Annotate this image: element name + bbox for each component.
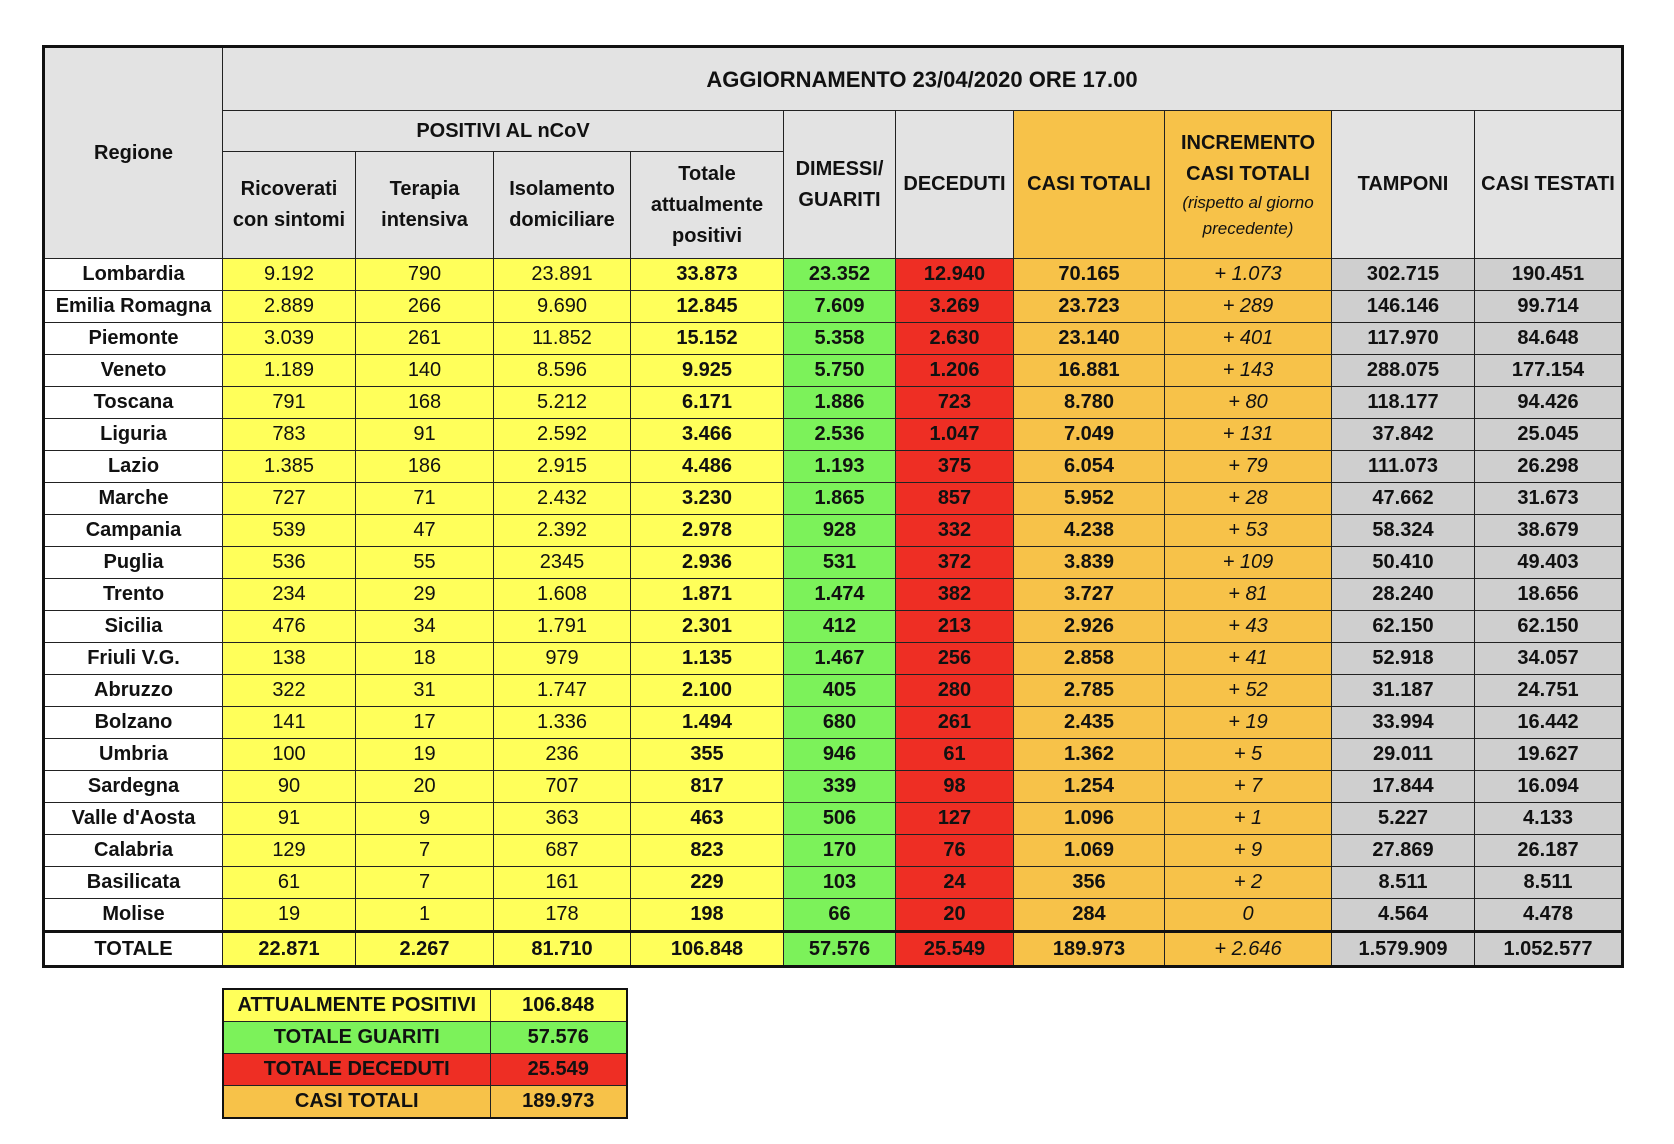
tamponi-value: 37.842	[1332, 419, 1475, 451]
incremento-value: + 41	[1165, 643, 1332, 675]
ricoverati-value: 141	[223, 707, 356, 739]
deceduti-value: 280	[896, 675, 1014, 707]
summary-body	[223, 989, 627, 1118]
casi-totali-value: 356	[1014, 867, 1165, 899]
totale-positivi-value: 33.873	[631, 259, 784, 291]
incremento-value: + 79	[1165, 451, 1332, 483]
total-terapia-value: 2.267	[356, 932, 494, 967]
casi-totali-value: 23.723	[1014, 291, 1165, 323]
totale-positivi-value: 1.871	[631, 579, 784, 611]
terapia-value: 186	[356, 451, 494, 483]
casi-totali-value: 1.096	[1014, 803, 1165, 835]
deceduti-value: 372	[896, 547, 1014, 579]
casi-totali-value: 1.069	[1014, 835, 1165, 867]
casi-testati-value: 99.714	[1475, 291, 1623, 323]
table-row	[44, 611, 1623, 643]
casi-totali-value: 3.839	[1014, 547, 1165, 579]
tamponi-value: 4.564	[1332, 899, 1475, 932]
casi-testati-value: 26.298	[1475, 451, 1623, 483]
table-row	[44, 515, 1623, 547]
ricoverati-value: 100	[223, 739, 356, 771]
deceduti-value: 261	[896, 707, 1014, 739]
dimessi-value: 680	[784, 707, 896, 739]
tamponi-value: 31.187	[1332, 675, 1475, 707]
deceduti-value: 375	[896, 451, 1014, 483]
isolamento-value: 161	[494, 867, 631, 899]
dimessi-value: 1.865	[784, 483, 896, 515]
incremento-value: + 109	[1165, 547, 1332, 579]
casi-testati-value: 49.403	[1475, 547, 1623, 579]
totale-positivi-value: 3.230	[631, 483, 784, 515]
region-name: Veneto	[44, 355, 223, 387]
casi-testati-value: 62.150	[1475, 611, 1623, 643]
casi-testati-value: 31.673	[1475, 483, 1623, 515]
header-dimessi: DIMESSI/ GUARITI	[784, 111, 896, 259]
region-name: Calabria	[44, 835, 223, 867]
table-row	[44, 675, 1623, 707]
dimessi-value: 506	[784, 803, 896, 835]
region-name: Valle d'Aosta	[44, 803, 223, 835]
isolamento-value: 1.336	[494, 707, 631, 739]
incremento-value: + 289	[1165, 291, 1332, 323]
summary-label: TOTALE DECEDUTI	[223, 1054, 490, 1086]
terapia-value: 261	[356, 323, 494, 355]
region-name: Sicilia	[44, 611, 223, 643]
casi-totali-value: 284	[1014, 899, 1165, 932]
ricoverati-value: 91	[223, 803, 356, 835]
casi-totali-value: 2.435	[1014, 707, 1165, 739]
region-name: Emilia Romagna	[44, 291, 223, 323]
summary-row	[223, 989, 627, 1022]
header-incremento-label: INCREMENTO CASI TOTALI	[1180, 131, 1316, 185]
incremento-value: + 7	[1165, 771, 1332, 803]
casi-totali-value: 4.238	[1014, 515, 1165, 547]
header-regione: Regione	[44, 47, 223, 259]
deceduti-value: 76	[896, 835, 1014, 867]
casi-testati-value: 16.094	[1475, 771, 1623, 803]
deceduti-value: 127	[896, 803, 1014, 835]
casi-testati-value: 26.187	[1475, 835, 1623, 867]
isolamento-value: 2.592	[494, 419, 631, 451]
summary-label: TOTALE GUARITI	[223, 1022, 490, 1054]
tamponi-value: 302.715	[1332, 259, 1475, 291]
summary-value: 106.848	[490, 989, 627, 1022]
region-name: Abruzzo	[44, 675, 223, 707]
totale-positivi-value: 2.301	[631, 611, 784, 643]
isolamento-value: 178	[494, 899, 631, 932]
dimessi-value: 531	[784, 547, 896, 579]
isolamento-value: 236	[494, 739, 631, 771]
region-name: Trento	[44, 579, 223, 611]
table-row	[44, 899, 1623, 932]
total-casi-testati-value: 1.052.577	[1475, 932, 1623, 967]
summary-row	[223, 1054, 627, 1086]
ricoverati-value: 783	[223, 419, 356, 451]
ricoverati-value: 536	[223, 547, 356, 579]
deceduti-value: 332	[896, 515, 1014, 547]
terapia-value: 31	[356, 675, 494, 707]
table-row	[44, 419, 1623, 451]
tamponi-value: 17.844	[1332, 771, 1475, 803]
casi-testati-value: 19.627	[1475, 739, 1623, 771]
table-row	[44, 483, 1623, 515]
ricoverati-value: 129	[223, 835, 356, 867]
casi-totali-value: 5.952	[1014, 483, 1165, 515]
terapia-value: 17	[356, 707, 494, 739]
header-ricoverati: Ricoverati con sintomi	[223, 152, 356, 259]
ricoverati-value: 19	[223, 899, 356, 932]
casi-totali-value: 23.140	[1014, 323, 1165, 355]
isolamento-value: 5.212	[494, 387, 631, 419]
terapia-value: 91	[356, 419, 494, 451]
terapia-value: 140	[356, 355, 494, 387]
deceduti-value: 2.630	[896, 323, 1014, 355]
dimessi-value: 2.536	[784, 419, 896, 451]
terapia-value: 790	[356, 259, 494, 291]
total-isolamento-value: 81.710	[494, 932, 631, 967]
table-row	[44, 867, 1623, 899]
summary-row	[223, 1086, 627, 1119]
isolamento-value: 1.747	[494, 675, 631, 707]
header-casi-totali: CASI TOTALI	[1014, 111, 1165, 259]
totale-positivi-value: 15.152	[631, 323, 784, 355]
ricoverati-value: 2.889	[223, 291, 356, 323]
dimessi-value: 1.193	[784, 451, 896, 483]
covid-region-table	[42, 45, 1624, 968]
isolamento-value: 2.392	[494, 515, 631, 547]
terapia-value: 47	[356, 515, 494, 547]
total-incremento-value: + 2.646	[1165, 932, 1332, 967]
tamponi-value: 5.227	[1332, 803, 1475, 835]
dimessi-value: 946	[784, 739, 896, 771]
incremento-value: + 401	[1165, 323, 1332, 355]
totale-positivi-value: 823	[631, 835, 784, 867]
totale-positivi-value: 463	[631, 803, 784, 835]
table-row	[44, 643, 1623, 675]
dimessi-value: 928	[784, 515, 896, 547]
terapia-value: 1	[356, 899, 494, 932]
casi-testati-value: 8.511	[1475, 867, 1623, 899]
region-name: Toscana	[44, 387, 223, 419]
region-name: Lombardia	[44, 259, 223, 291]
casi-totali-value: 6.054	[1014, 451, 1165, 483]
casi-totali-value: 1.254	[1014, 771, 1165, 803]
dimessi-value: 1.467	[784, 643, 896, 675]
casi-testati-value: 94.426	[1475, 387, 1623, 419]
summary-table	[222, 988, 628, 1119]
totale-positivi-value: 198	[631, 899, 784, 932]
table-row	[44, 579, 1623, 611]
casi-totali-value: 2.926	[1014, 611, 1165, 643]
region-name: Sardegna	[44, 771, 223, 803]
tamponi-value: 27.869	[1332, 835, 1475, 867]
summary-label: CASI TOTALI	[223, 1086, 490, 1119]
ricoverati-value: 539	[223, 515, 356, 547]
casi-testati-value: 177.154	[1475, 355, 1623, 387]
dimessi-value: 5.750	[784, 355, 896, 387]
casi-testati-value: 34.057	[1475, 643, 1623, 675]
deceduti-value: 20	[896, 899, 1014, 932]
totale-positivi-value: 817	[631, 771, 784, 803]
casi-totali-value: 2.858	[1014, 643, 1165, 675]
ricoverati-value: 791	[223, 387, 356, 419]
casi-totali-value: 70.165	[1014, 259, 1165, 291]
tamponi-value: 33.994	[1332, 707, 1475, 739]
header-incremento-note: (rispetto al giorno precedente)	[1182, 192, 1314, 238]
ricoverati-value: 9.192	[223, 259, 356, 291]
isolamento-value: 363	[494, 803, 631, 835]
region-name: Umbria	[44, 739, 223, 771]
incremento-value: + 9	[1165, 835, 1332, 867]
totale-positivi-value: 4.486	[631, 451, 784, 483]
isolamento-value: 707	[494, 771, 631, 803]
region-name: Liguria	[44, 419, 223, 451]
isolamento-value: 2345	[494, 547, 631, 579]
totale-positivi-value: 1.135	[631, 643, 784, 675]
dimessi-value: 7.609	[784, 291, 896, 323]
incremento-value: + 19	[1165, 707, 1332, 739]
terapia-value: 29	[356, 579, 494, 611]
tamponi-value: 58.324	[1332, 515, 1475, 547]
deceduti-value: 98	[896, 771, 1014, 803]
isolamento-value: 687	[494, 835, 631, 867]
terapia-value: 168	[356, 387, 494, 419]
header-totale-positivi: Totale attualmente positivi	[631, 152, 784, 259]
ricoverati-value: 1.385	[223, 451, 356, 483]
header-deceduti: DECEDUTI	[896, 111, 1014, 259]
deceduti-value: 61	[896, 739, 1014, 771]
table-body	[44, 259, 1623, 967]
summary-label: ATTUALMENTE POSITIVI	[223, 989, 490, 1022]
terapia-value: 266	[356, 291, 494, 323]
terapia-value: 7	[356, 867, 494, 899]
casi-testati-value: 84.648	[1475, 323, 1623, 355]
tamponi-value: 50.410	[1332, 547, 1475, 579]
total-region-name: TOTALE	[44, 932, 223, 967]
total-totale-positivi-value: 106.848	[631, 932, 784, 967]
deceduti-value: 857	[896, 483, 1014, 515]
casi-testati-value: 38.679	[1475, 515, 1623, 547]
tamponi-value: 111.073	[1332, 451, 1475, 483]
casi-totali-value: 2.785	[1014, 675, 1165, 707]
total-tamponi-value: 1.579.909	[1332, 932, 1475, 967]
terapia-value: 20	[356, 771, 494, 803]
table-row	[44, 259, 1623, 291]
isolamento-value: 2.432	[494, 483, 631, 515]
table-row	[44, 739, 1623, 771]
region-name: Lazio	[44, 451, 223, 483]
table-row	[44, 771, 1623, 803]
totale-positivi-value: 1.494	[631, 707, 784, 739]
total-ricoverati-value: 22.871	[223, 932, 356, 967]
dimessi-value: 339	[784, 771, 896, 803]
deceduti-value: 256	[896, 643, 1014, 675]
incremento-value: + 1.073	[1165, 259, 1332, 291]
terapia-value: 55	[356, 547, 494, 579]
ricoverati-value: 61	[223, 867, 356, 899]
table-row	[44, 803, 1623, 835]
region-name: Puglia	[44, 547, 223, 579]
table-row	[44, 387, 1623, 419]
ricoverati-value: 476	[223, 611, 356, 643]
ricoverati-value: 727	[223, 483, 356, 515]
incremento-value: + 28	[1165, 483, 1332, 515]
casi-testati-value: 4.478	[1475, 899, 1623, 932]
dimessi-value: 103	[784, 867, 896, 899]
deceduti-value: 24	[896, 867, 1014, 899]
dimessi-value: 1.886	[784, 387, 896, 419]
header-tamponi: TAMPONI	[1332, 111, 1475, 259]
terapia-value: 34	[356, 611, 494, 643]
totale-positivi-value: 12.845	[631, 291, 784, 323]
casi-testati-value: 18.656	[1475, 579, 1623, 611]
casi-testati-value: 190.451	[1475, 259, 1623, 291]
incremento-value: + 1	[1165, 803, 1332, 835]
isolamento-value: 11.852	[494, 323, 631, 355]
deceduti-value: 1.206	[896, 355, 1014, 387]
ricoverati-value: 90	[223, 771, 356, 803]
isolamento-value: 1.608	[494, 579, 631, 611]
tamponi-value: 117.970	[1332, 323, 1475, 355]
ricoverati-value: 1.189	[223, 355, 356, 387]
dimessi-value: 412	[784, 611, 896, 643]
incremento-value: + 53	[1165, 515, 1332, 547]
total-dimessi-value: 57.576	[784, 932, 896, 967]
header-incremento	[1165, 111, 1332, 259]
dimessi-value: 5.358	[784, 323, 896, 355]
region-name: Molise	[44, 899, 223, 932]
tamponi-value: 288.075	[1332, 355, 1475, 387]
ricoverati-value: 3.039	[223, 323, 356, 355]
incremento-value: + 80	[1165, 387, 1332, 419]
incremento-value: 0	[1165, 899, 1332, 932]
dimessi-value: 66	[784, 899, 896, 932]
deceduti-value: 1.047	[896, 419, 1014, 451]
ricoverati-value: 138	[223, 643, 356, 675]
isolamento-value: 8.596	[494, 355, 631, 387]
incremento-value: + 5	[1165, 739, 1332, 771]
incremento-value: + 43	[1165, 611, 1332, 643]
dimessi-value: 23.352	[784, 259, 896, 291]
table-title: AGGIORNAMENTO 23/04/2020 ORE 17.00	[223, 47, 1623, 111]
isolamento-value: 9.690	[494, 291, 631, 323]
terapia-value: 9	[356, 803, 494, 835]
dimessi-value: 1.474	[784, 579, 896, 611]
incremento-value: + 81	[1165, 579, 1332, 611]
casi-testati-value: 24.751	[1475, 675, 1623, 707]
region-name: Friuli V.G.	[44, 643, 223, 675]
terapia-value: 71	[356, 483, 494, 515]
total-row	[44, 932, 1623, 967]
header-terapia: Terapia intensiva	[356, 152, 494, 259]
table-row	[44, 707, 1623, 739]
totale-positivi-value: 9.925	[631, 355, 784, 387]
total-casi-totali-value: 189.973	[1014, 932, 1165, 967]
incremento-value: + 143	[1165, 355, 1332, 387]
terapia-value: 18	[356, 643, 494, 675]
casi-testati-value: 16.442	[1475, 707, 1623, 739]
casi-totali-value: 3.727	[1014, 579, 1165, 611]
tamponi-value: 62.150	[1332, 611, 1475, 643]
tamponi-value: 146.146	[1332, 291, 1475, 323]
casi-totali-value: 1.362	[1014, 739, 1165, 771]
header-positivi-group: POSITIVI AL nCoV	[223, 111, 784, 152]
ricoverati-value: 322	[223, 675, 356, 707]
table-row	[44, 835, 1623, 867]
deceduti-value: 382	[896, 579, 1014, 611]
isolamento-value: 1.791	[494, 611, 631, 643]
region-name: Bolzano	[44, 707, 223, 739]
tamponi-value: 28.240	[1332, 579, 1475, 611]
totale-positivi-value: 3.466	[631, 419, 784, 451]
summary-row	[223, 1022, 627, 1054]
totale-positivi-value: 355	[631, 739, 784, 771]
tamponi-value: 118.177	[1332, 387, 1475, 419]
header-isolamento: Isolamento domiciliare	[494, 152, 631, 259]
casi-totali-value: 16.881	[1014, 355, 1165, 387]
table-row	[44, 355, 1623, 387]
incremento-value: + 131	[1165, 419, 1332, 451]
dimessi-value: 170	[784, 835, 896, 867]
table-row	[44, 323, 1623, 355]
summary-value: 57.576	[490, 1022, 627, 1054]
table-row	[44, 547, 1623, 579]
incremento-value: + 52	[1165, 675, 1332, 707]
totale-positivi-value: 2.978	[631, 515, 784, 547]
header-casi-testati: CASI TESTATI	[1475, 111, 1623, 259]
isolamento-value: 979	[494, 643, 631, 675]
deceduti-value: 213	[896, 611, 1014, 643]
tamponi-value: 47.662	[1332, 483, 1475, 515]
tamponi-value: 8.511	[1332, 867, 1475, 899]
casi-testati-value: 4.133	[1475, 803, 1623, 835]
isolamento-value: 23.891	[494, 259, 631, 291]
dimessi-value: 405	[784, 675, 896, 707]
terapia-value: 19	[356, 739, 494, 771]
incremento-value: + 2	[1165, 867, 1332, 899]
table-row	[44, 291, 1623, 323]
region-name: Campania	[44, 515, 223, 547]
totale-positivi-value: 229	[631, 867, 784, 899]
totale-positivi-value: 2.100	[631, 675, 784, 707]
totale-positivi-value: 6.171	[631, 387, 784, 419]
deceduti-value: 723	[896, 387, 1014, 419]
isolamento-value: 2.915	[494, 451, 631, 483]
ricoverati-value: 234	[223, 579, 356, 611]
deceduti-value: 3.269	[896, 291, 1014, 323]
deceduti-value: 12.940	[896, 259, 1014, 291]
summary-value: 189.973	[490, 1086, 627, 1119]
terapia-value: 7	[356, 835, 494, 867]
region-name: Basilicata	[44, 867, 223, 899]
region-name: Marche	[44, 483, 223, 515]
totale-positivi-value: 2.936	[631, 547, 784, 579]
summary-value: 25.549	[490, 1054, 627, 1086]
casi-testati-value: 25.045	[1475, 419, 1623, 451]
casi-totali-value: 8.780	[1014, 387, 1165, 419]
region-name: Piemonte	[44, 323, 223, 355]
table-row	[44, 451, 1623, 483]
casi-totali-value: 7.049	[1014, 419, 1165, 451]
total-deceduti-value: 25.549	[896, 932, 1014, 967]
tamponi-value: 29.011	[1332, 739, 1475, 771]
tamponi-value: 52.918	[1332, 643, 1475, 675]
